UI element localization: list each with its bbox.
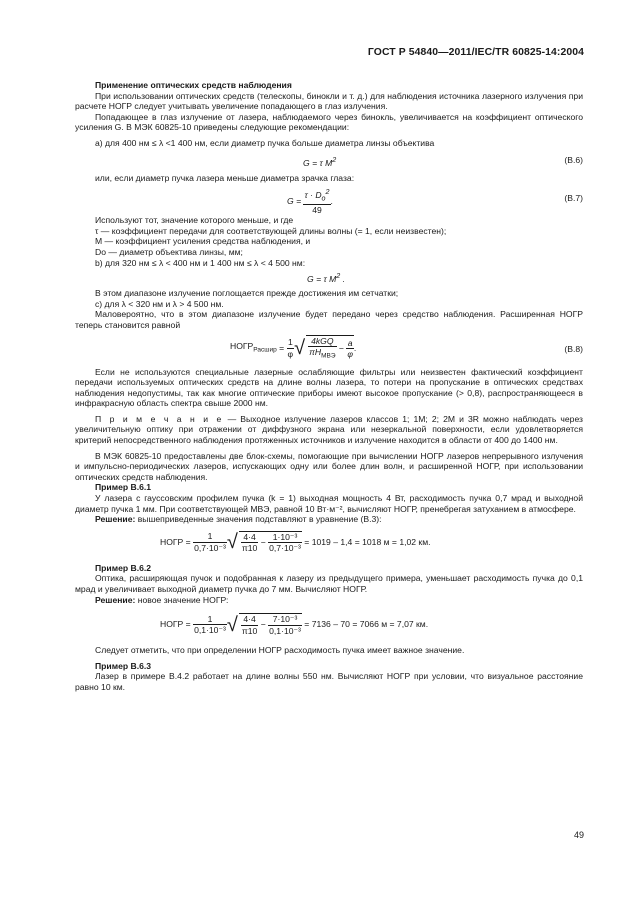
equation-b6-body: [303, 155, 336, 168]
formula-1-root: [239, 531, 302, 554]
equation-b8: [75, 331, 583, 367]
equation-b7-dot: .: [330, 196, 333, 207]
paragraph-binocular: Попадающее в глаз излучение от лазера, наблюдаемого через бинокль, увеличивается на коэффициент оптического усиления G. В МЭК 60825-10 приведены следующие рекомендации:: [75, 111, 583, 133]
example-2-text: Оптика, расширяющая пучок и подобранная к лазеру из предыдущего примера, уменьшает расходимость пучка до 0,1 мрад и увеличивает выходной диаметр пучка до 7 мм. Вычисляют НОГР.: [75, 573, 583, 594]
equation-b8-a-fraction: [346, 337, 357, 360]
equation-b6-sup: 2: [332, 155, 337, 164]
example-2-solution: [75, 595, 583, 606]
formula-1-inner-den: π10: [241, 543, 258, 554]
equation-case-b-text: G = τ M: [307, 273, 337, 284]
iec-blocks-paragraph: В МЭК 60825-10 предоставлены две блок-схемы, помогающие при вычислении НОГР лазеров непрерывного излучения и импульсно-периодических лазеров, испускающих одну или более длин волн, и расширенной НОГР, при использовании оптических средств наблюдения.: [75, 450, 583, 482]
note-paragraph: [75, 414, 583, 446]
formula-1-inner-num: 4·4: [241, 532, 259, 544]
page-number: 49: [573, 830, 584, 840]
formula-2-one: 1: [193, 614, 227, 626]
equation-b8-inner-den-sub: МВЭ: [321, 352, 336, 360]
definition-m: M — коэффициент усиления средства наблюдения, и: [95, 236, 311, 247]
example-1-solution: [75, 514, 583, 525]
example-1-text: У лазера с гауссовским профилем пучка (k = 1) выходная мощность 4 Вт, расходимость пучка 0,7 мрад и выходной диаметр пучка 1 мм. При соответствующей МВЭ, равной 10 Вт·м⁻², вычисляют НОГР, пренебрегая затуханием в атмосфере.: [75, 493, 583, 514]
formula-2-den: 0,1·10⁻³: [194, 625, 226, 636]
equation-b8-root: [306, 335, 357, 363]
formula-1-body: [160, 531, 431, 554]
equation-b8-lhs: [230, 341, 277, 356]
formula-2-outer-fraction: [193, 614, 227, 636]
equation-b8-lhs-text: НОГР: [230, 340, 254, 351]
equation-b8-minus: −: [338, 343, 344, 354]
filters-paragraph: Если не используются специальные лазерные ослабляющие фильтры или неизвестен фактический коэффициент передачи используемых оптических средств на длине волны лазера, то потери на пропускание в оптических средствах наблюдения недопустимы, так как многие оптические приборы имеют высокое пропускание (> 0,8), распространяющееся в инфракрасную область спектра свыше 2000 нм.: [75, 366, 583, 409]
equation-b7-body: [287, 187, 333, 216]
equation-case-b-dot: .: [342, 273, 346, 284]
formula-1-second-den: 0,7·10⁻³: [269, 543, 301, 554]
equation-b7: [75, 183, 583, 215]
formula-2-inner-num: 4·4: [241, 614, 259, 626]
formula-2-body: [160, 613, 428, 636]
formula-1-den: 0,7·10⁻³: [194, 542, 226, 553]
equation-b7-num-sup: 2: [325, 188, 330, 197]
formula-2-radical: √: [226, 613, 238, 636]
formula-1-minus: −: [260, 537, 266, 548]
equation-b8-lhs-sub: Расшир: [253, 346, 277, 354]
equation-b8-number: (В.8): [564, 343, 583, 354]
formula-1-lhs: НОГР =: [160, 537, 191, 548]
note-text: — Выходное излучение лазеров классов 1; 1М; 2; 2М и 3R можно наблюдать через увеличительную оптику при отражении от диффузного экрана или незеркальной поверхности, если удовлетворяется критерий непосредственного наблюдения протяженных источников и излучение находится в области от 400 до 1400 нм.: [75, 413, 583, 446]
formula-1-second-fraction: [268, 532, 302, 554]
formula-2-minus: −: [260, 619, 266, 630]
equation-b8-inner-den-text: πH: [309, 347, 322, 358]
equation-b8-inner-fraction: [308, 336, 336, 363]
equation-b8-outer-fraction: [287, 337, 295, 359]
equation-b8-one: 1: [287, 337, 293, 348]
equation-b6-number: (В.6): [564, 154, 583, 165]
case-c: с) для λ < 320 нм и λ > 4 500 нм.: [95, 298, 224, 309]
unlikely-text: Маловероятно, что в этом диапазоне излучение будет передано через средство наблюдения. Расширенная НОГР теперь становится равной: [75, 309, 583, 330]
section-title: Применение оптических средств наблюдения: [95, 80, 292, 90]
page-content: [75, 80, 583, 693]
equation-b7-denominator: 49: [312, 205, 322, 216]
equation-b7-numerator: [303, 187, 330, 205]
case-b: b) для 320 нм ≤ λ < 400 нм и 1 400 нм ≤ λ < 4 500 нм:: [95, 257, 306, 268]
note-label: П р и м е ч а н и е: [95, 413, 224, 424]
equation-b6-text: G = τ M: [303, 157, 333, 168]
example-2-solution-label: Решение:: [95, 594, 136, 605]
divergence-note: Следует отметить, что при определении НОГР расходимость пучка имеет важное значение.: [95, 645, 465, 656]
equation-b7-lhs: G =: [287, 196, 302, 207]
example-1-solution-label: Решение:: [95, 514, 136, 525]
definition-do: Do — диаметр объектива линзы, мм;: [95, 246, 243, 257]
equation-b6: [75, 149, 583, 173]
equation-b8-phi2: φ: [347, 349, 353, 360]
equation-b8-radical: √: [294, 337, 306, 360]
example-1-solution-text: вышеприведенные значения подставляют в уравнение (В.3):: [135, 514, 382, 525]
use-minimum-text: Используют тот, значение которого меньше, и где: [95, 215, 294, 226]
equation-b8-a: a: [347, 337, 353, 348]
equation-b8-dot: .: [353, 343, 357, 354]
formula-1-second-num: 1·10⁻³: [268, 532, 302, 544]
formula-2: [75, 605, 583, 645]
equation-b8-body: [230, 335, 356, 363]
formula-2-inner-fraction: [241, 614, 259, 636]
example-3-title: Пример В.6.3: [95, 660, 152, 671]
formula-2-root: [239, 613, 302, 636]
formula-1-outer-fraction: [193, 531, 227, 553]
range-absorbed-text: В этом диапазоне излучение поглощается прежде достижения им сетчатки;: [95, 288, 399, 299]
formula-1-one: 1: [193, 531, 227, 543]
example-1-title: Пример В.6.1: [95, 482, 152, 493]
equation-b7-num-text: τ · D: [304, 190, 322, 201]
equation-b8-phi: φ: [287, 348, 294, 359]
formula-1-radical: √: [226, 531, 238, 554]
formula-2-lhs: НОГР =: [160, 619, 191, 630]
formula-1-inner-fraction: [241, 532, 259, 554]
paragraph-optics-use: При использовании оптических средств (телескопы, бинокли и т. д.) для наблюдения источника лазерного излучения при расчете НОГР следует учитывать увеличение попадающего в глаз излучения.: [75, 90, 583, 112]
equation-case-b-sup: 2: [336, 272, 341, 281]
definition-tau: τ — коэффициент передачи для соответствующей длины волны (= 1, если неизвестен);: [95, 225, 447, 236]
formula-2-second-den: 0,1·10⁻³: [269, 625, 301, 636]
case-a: а) для 400 нм ≤ λ <1 400 нм, если диаметр пучка больше диаметра линзы объектива: [95, 137, 435, 148]
equation-b7-fraction: [303, 187, 330, 216]
standard-header: ГОСТ Р 54840—2011/IEC/TR 60825-14:2004: [367, 47, 584, 58]
formula-2-result: = 7136 – 70 = 7066 м = 7,07 км.: [304, 619, 429, 630]
equation-b7-num-sub: o: [321, 194, 326, 203]
equation-case-b-body: [307, 271, 345, 284]
formula-2-second-fraction: [268, 614, 302, 636]
formula-1: [75, 525, 583, 563]
equation-b7-number: (В.7): [564, 193, 583, 204]
equation-b8-inner-numerator: 4kGQ: [308, 336, 336, 348]
formula-2-second-num: 7·10⁻³: [268, 614, 302, 626]
equation-case-b: [75, 268, 583, 288]
equation-b8-equals: =: [279, 343, 285, 354]
example-3-text: Лазер в примере В.4.2 работает на длине волны 550 нм. Вычисляют НОГР при условии, что визуальное расстояние равно 10 км.: [75, 671, 583, 692]
equation-b8-inner-denominator: [308, 347, 336, 362]
formula-2-inner-den: π10: [241, 625, 258, 636]
formula-1-result: = 1019 – 1,4 = 1018 м = 1,02 км.: [304, 537, 431, 548]
example-2-title: Пример В.6.2: [95, 562, 152, 573]
case-a-alt: или, если диаметр пучка лазера меньше диаметра зрачка глаза:: [95, 172, 355, 183]
example-2-solution-text: новое значение НОГР:: [135, 594, 229, 605]
